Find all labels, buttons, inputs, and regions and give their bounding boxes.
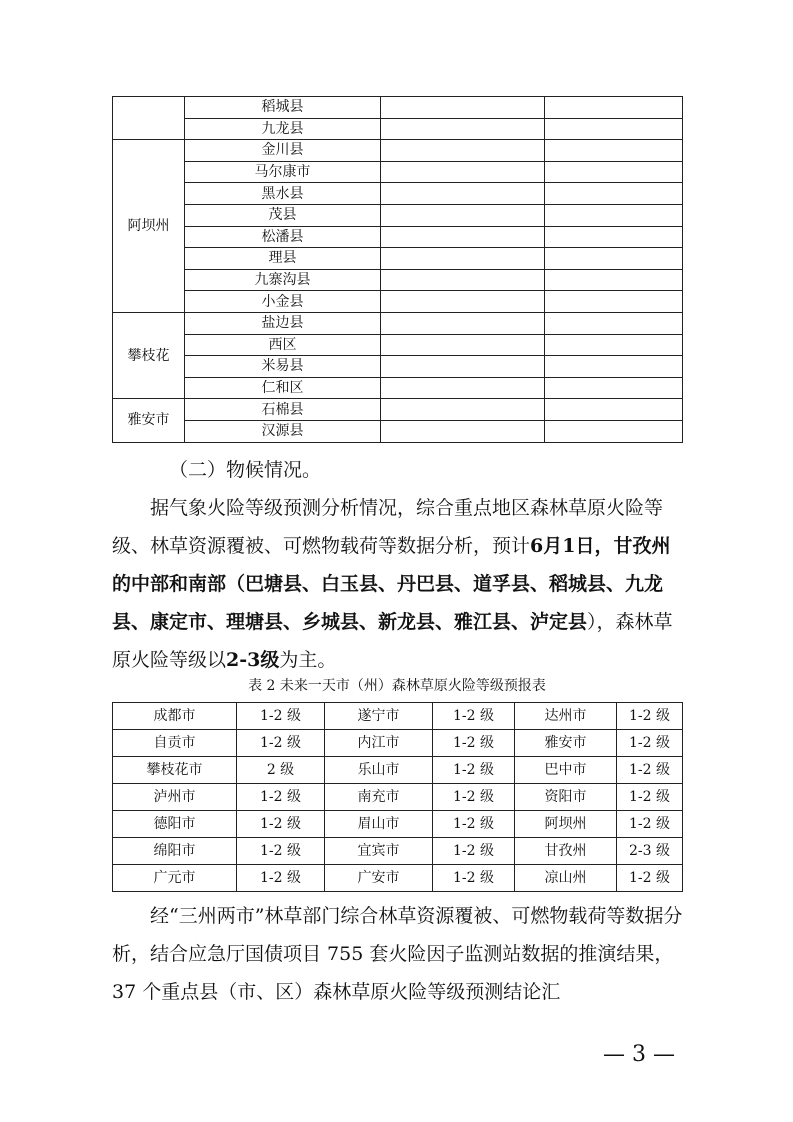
empty-cell bbox=[381, 161, 545, 183]
level-cell: 2-3 级 bbox=[617, 838, 683, 865]
table-row bbox=[113, 161, 683, 183]
level-cell: 1-2 级 bbox=[237, 838, 325, 865]
level-cell: 1-2 级 bbox=[237, 703, 325, 730]
county-cell: 九寨沟县 bbox=[185, 269, 381, 291]
city-cell: 甘孜州 bbox=[515, 838, 617, 865]
level-cell: 1-2 级 bbox=[617, 703, 683, 730]
empty-cell bbox=[545, 140, 683, 162]
empty-cell bbox=[381, 334, 545, 356]
county-cell: 西区 bbox=[185, 334, 381, 356]
city-cell: 眉山市 bbox=[325, 811, 433, 838]
table-row bbox=[113, 784, 683, 811]
city-cell: 德阳市 bbox=[113, 811, 237, 838]
county-cell: 马尔康市 bbox=[185, 161, 381, 183]
level-cell: 1-2 级 bbox=[433, 730, 515, 757]
summary-paragraph: 经“三州两市”林草部门综合林草资源覆被、可燃物载荷等数据分析，结合应急厅国债项目 755 套火险因子监测站数据的推演结果，37 个重点县（市、区）森林草原火险等级预测结论汇 bbox=[112, 905, 683, 1003]
empty-cell bbox=[545, 399, 683, 421]
level-cell: 1-2 级 bbox=[617, 811, 683, 838]
region-cell: 雅安市 bbox=[113, 399, 185, 442]
county-cell: 黑水县 bbox=[185, 183, 381, 205]
empty-cell bbox=[381, 118, 545, 140]
city-cell: 雅安市 bbox=[515, 730, 617, 757]
empty-cell bbox=[381, 377, 545, 399]
region-cell: 阿坝州 bbox=[113, 140, 185, 313]
level-cell: 1-2 级 bbox=[617, 784, 683, 811]
table-row bbox=[113, 118, 683, 140]
table-row bbox=[113, 703, 683, 730]
paragraph-text-1: 据气象火险等级预测分析情况，综合重点地区森林草原火险等级、林草资源覆被、可燃物载荷等数据分析，预计 bbox=[112, 497, 664, 557]
level-cell: 1-2 级 bbox=[433, 784, 515, 811]
paragraph-bold-2: 2-3级 bbox=[226, 649, 280, 671]
empty-cell bbox=[381, 226, 545, 248]
table-row bbox=[113, 97, 683, 119]
city-forecast-table bbox=[112, 702, 683, 892]
empty-cell bbox=[381, 312, 545, 334]
empty-cell bbox=[545, 334, 683, 356]
city-cell: 达州市 bbox=[515, 703, 617, 730]
empty-cell bbox=[545, 377, 683, 399]
county-cell: 石棉县 bbox=[185, 399, 381, 421]
level-cell: 1-2 级 bbox=[433, 757, 515, 784]
county-cell: 九龙县 bbox=[185, 118, 381, 140]
county-cell: 松潘县 bbox=[185, 226, 381, 248]
empty-cell bbox=[381, 204, 545, 226]
section-heading: （二）物候情况。 bbox=[169, 459, 322, 481]
table-row bbox=[113, 377, 683, 399]
region-cell bbox=[113, 97, 185, 140]
city-cell: 泸州市 bbox=[113, 784, 237, 811]
county-cell: 理县 bbox=[185, 248, 381, 270]
table-row bbox=[113, 140, 683, 162]
empty-cell bbox=[381, 291, 545, 313]
city-cell: 绵阳市 bbox=[113, 838, 237, 865]
table2-caption: 表 2 未来一天市（州）森林草原火险等级预报表 bbox=[248, 678, 546, 694]
empty-cell bbox=[545, 356, 683, 378]
table-row bbox=[113, 757, 683, 784]
city-cell: 攀枝花市 bbox=[113, 757, 237, 784]
empty-cell bbox=[545, 226, 683, 248]
county-cell: 茂县 bbox=[185, 204, 381, 226]
table-row bbox=[113, 399, 683, 421]
forecast-paragraph bbox=[112, 489, 684, 679]
county-table bbox=[112, 96, 683, 443]
empty-cell bbox=[381, 183, 545, 205]
empty-cell bbox=[381, 420, 545, 442]
empty-cell bbox=[545, 420, 683, 442]
county-cell: 汉源县 bbox=[185, 420, 381, 442]
city-cell: 广安市 bbox=[325, 865, 433, 892]
table-row bbox=[113, 334, 683, 356]
level-cell: 1-2 级 bbox=[433, 838, 515, 865]
empty-cell bbox=[381, 356, 545, 378]
level-cell: 1-2 级 bbox=[237, 811, 325, 838]
county-cell: 稻城县 bbox=[185, 97, 381, 119]
table-row bbox=[113, 865, 683, 892]
county-cell: 米易县 bbox=[185, 356, 381, 378]
level-cell: 1-2 级 bbox=[617, 865, 683, 892]
level-cell: 1-2 级 bbox=[617, 757, 683, 784]
empty-cell bbox=[545, 183, 683, 205]
table-row bbox=[113, 204, 683, 226]
city-cell: 巴中市 bbox=[515, 757, 617, 784]
table-row bbox=[113, 248, 683, 270]
level-cell: 1-2 级 bbox=[433, 703, 515, 730]
empty-cell bbox=[545, 118, 683, 140]
city-cell: 阿坝州 bbox=[515, 811, 617, 838]
table-row bbox=[113, 226, 683, 248]
empty-cell bbox=[545, 97, 683, 119]
level-cell: 1-2 级 bbox=[237, 865, 325, 892]
city-cell: 广元市 bbox=[113, 865, 237, 892]
county-cell: 小金县 bbox=[185, 291, 381, 313]
level-cell: 2 级 bbox=[237, 757, 325, 784]
region-cell: 攀枝花 bbox=[113, 312, 185, 398]
table-row bbox=[113, 730, 683, 757]
empty-cell bbox=[545, 312, 683, 334]
city-cell: 内江市 bbox=[325, 730, 433, 757]
empty-cell bbox=[381, 399, 545, 421]
table-row bbox=[113, 183, 683, 205]
paragraph-text-3: 为主。 bbox=[279, 649, 337, 671]
table-row bbox=[113, 811, 683, 838]
empty-cell bbox=[381, 140, 545, 162]
level-cell: 1-2 级 bbox=[617, 730, 683, 757]
county-cell: 仁和区 bbox=[185, 377, 381, 399]
county-cell: 金川县 bbox=[185, 140, 381, 162]
level-cell: 1-2 级 bbox=[237, 730, 325, 757]
city-cell: 成都市 bbox=[113, 703, 237, 730]
empty-cell bbox=[545, 161, 683, 183]
county-cell: 盐边县 bbox=[185, 312, 381, 334]
table-row bbox=[113, 291, 683, 313]
empty-cell bbox=[545, 204, 683, 226]
empty-cell bbox=[545, 269, 683, 291]
level-cell: 1-2 级 bbox=[433, 865, 515, 892]
city-cell: 宜宾市 bbox=[325, 838, 433, 865]
paragraph-bold-1: 6月1日，甘孜州的中部和南部（巴塘县、白玉县、丹巴县、道孚县、稻城县、九龙县、康定市、理塘县、乡城县、新龙县、雅江县、泸定县 bbox=[112, 535, 671, 633]
page-number: — 3 — bbox=[603, 1042, 675, 1067]
city-cell: 乐山市 bbox=[325, 757, 433, 784]
city-cell: 自贡市 bbox=[113, 730, 237, 757]
empty-cell bbox=[381, 269, 545, 291]
level-cell: 1-2 级 bbox=[237, 784, 325, 811]
empty-cell bbox=[381, 97, 545, 119]
city-cell: 南充市 bbox=[325, 784, 433, 811]
empty-cell bbox=[545, 291, 683, 313]
table-row bbox=[113, 356, 683, 378]
city-cell: 遂宁市 bbox=[325, 703, 433, 730]
table-row bbox=[113, 269, 683, 291]
paragraph-text-2: ），森林草原火险等级以 bbox=[112, 611, 673, 671]
empty-cell bbox=[381, 248, 545, 270]
table-row bbox=[113, 838, 683, 865]
empty-cell bbox=[545, 248, 683, 270]
city-cell: 资阳市 bbox=[515, 784, 617, 811]
table-row bbox=[113, 312, 683, 334]
city-cell: 凉山州 bbox=[515, 865, 617, 892]
table-row bbox=[113, 420, 683, 442]
level-cell: 1-2 级 bbox=[433, 811, 515, 838]
